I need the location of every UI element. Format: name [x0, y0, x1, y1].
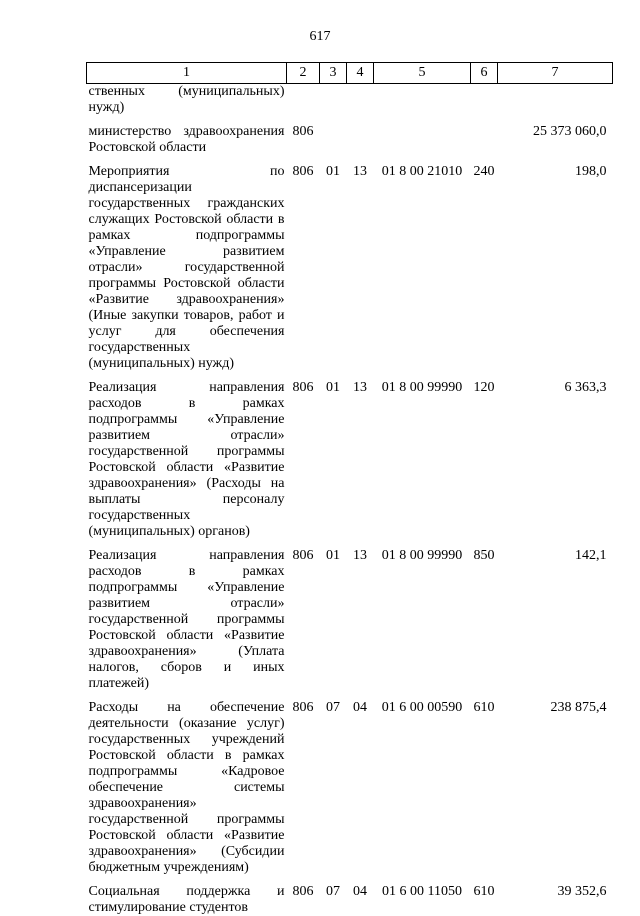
amount: 238 875,4 [550, 700, 607, 715]
section-code: 01 [326, 548, 340, 563]
subsection-code: 13 [353, 380, 367, 395]
table-row [87, 884, 613, 916]
subsection-code [347, 124, 374, 164]
table-row [87, 380, 613, 548]
table-row [87, 548, 613, 700]
amount: 39 352,6 [557, 884, 607, 899]
target-article-code: 01 6 00 11050 [382, 884, 462, 899]
amount: 198,0 [575, 164, 607, 179]
row-description: Социальная поддержка и стимулирование студентов [88, 884, 285, 915]
amount: 6 363,3 [564, 380, 607, 395]
ministry-code: 806 [292, 884, 314, 899]
row-description: Мероприятия по диспансеризации государственных гражданских служащих Ростовской области в рамках подпрограммы «Управление развитием отрасли» государственной программы Ростовской области «Развитие здравоохранения» (Иные закупки товаров, работ и услуг для обеспечения государственных (муниципальных) нужд) [88, 164, 285, 371]
column-header: 1 [87, 63, 287, 84]
section-code [320, 124, 347, 164]
subsection-code: 04 [353, 884, 367, 899]
expense-type-code: 240 [473, 164, 495, 179]
table-row [87, 700, 613, 884]
ministry-code [287, 84, 320, 125]
target-article-code: 01 8 00 99990 [381, 380, 463, 395]
subsection-code: 13 [353, 164, 367, 179]
ministry-code: 806 [292, 124, 314, 139]
expense-type-code: 610 [473, 700, 495, 715]
target-article-code: 01 8 00 99990 [381, 548, 463, 563]
column-header: 5 [374, 63, 471, 84]
amount: 142,1 [575, 548, 607, 563]
ministry-code: 806 [292, 164, 314, 179]
section-code: 07 [326, 700, 340, 715]
section-code: 01 [326, 164, 340, 179]
section-code: 01 [326, 380, 340, 395]
amount [498, 84, 613, 125]
section-code: 07 [326, 884, 340, 899]
expense-type-code: 610 [473, 884, 495, 899]
ministry-code: 806 [292, 548, 314, 563]
expense-type-code [471, 84, 498, 125]
expense-type-code: 850 [473, 548, 495, 563]
row-description: Реализация направления расходов в рамках подпрограммы «Управление развитием отрасли» государственной программы Ростовской области «Развитие здравоохранения» (Расходы на выплаты персоналу государственных (муниципальных) органов) [88, 380, 285, 539]
page-number: 617 [309, 29, 331, 44]
ministry-code: 806 [292, 380, 314, 395]
target-article-code [374, 84, 471, 125]
column-header: 3 [320, 63, 347, 84]
target-article-code [374, 124, 471, 164]
column-header: 4 [347, 63, 374, 84]
subsection-code: 13 [353, 548, 367, 563]
expense-type-code: 120 [473, 380, 495, 395]
table-row [87, 124, 613, 164]
table-row [87, 164, 613, 380]
row-description: Реализация направления расходов в рамках подпрограммы «Управление развитием отрасли» государственной программы Ростовской области «Развитие здравоохранения» (Уплата налогов, сборов и иных платежей) [88, 548, 285, 691]
column-header: 6 [471, 63, 498, 84]
column-header: 7 [498, 63, 613, 84]
amount: 25 373 060,0 [533, 124, 607, 139]
expense-type-code [471, 124, 498, 164]
table-row [87, 84, 613, 125]
row-description: Расходы на обеспечение деятельности (оказание услуг) государственных учреждений Ростовской области в рамках подпрограммы «Кадровое обеспечение системы здравоохранения» государственной программы Ростовской области «Развитие здравоохранения» (Субсидии бюджетным учреждениям) [88, 700, 285, 875]
target-article-code: 01 8 00 21010 [381, 164, 463, 179]
subsection-code: 04 [353, 700, 367, 715]
row-description: министерство здравоохранения Ростовской области [88, 124, 285, 155]
target-article-code: 01 6 00 00590 [381, 700, 463, 715]
row-description: ственных (муниципальных) нужд) [88, 84, 285, 115]
ministry-code: 806 [292, 700, 314, 715]
subsection-code [347, 84, 374, 125]
table-header-row [87, 63, 613, 84]
budget-table [86, 62, 613, 916]
column-header: 2 [287, 63, 320, 84]
section-code [320, 84, 347, 125]
